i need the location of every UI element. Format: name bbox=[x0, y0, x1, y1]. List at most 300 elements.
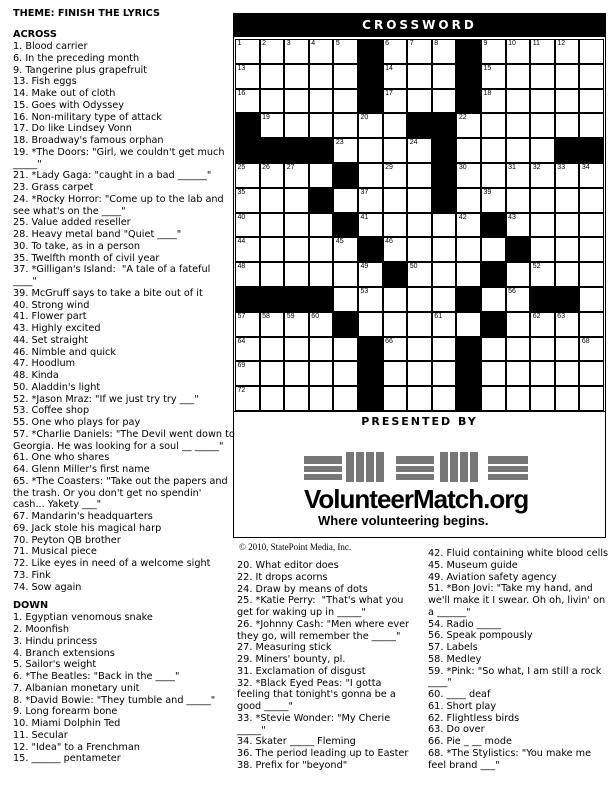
grid-block bbox=[309, 188, 334, 213]
grid-cell[interactable] bbox=[358, 213, 383, 238]
clue: 26. *Johnny Cash: "Men where ever they go, will remember the _____" bbox=[237, 618, 413, 642]
grid-cell[interactable] bbox=[579, 386, 604, 411]
grid-cell[interactable] bbox=[284, 163, 309, 188]
clue: 67. Mandarin's headquarters bbox=[13, 511, 153, 522]
clue: 60. ____ deaf bbox=[428, 689, 491, 700]
grid-cell[interactable] bbox=[260, 213, 285, 238]
grid-number: 30 bbox=[458, 164, 467, 171]
grid-number: 12 bbox=[557, 40, 566, 47]
grid-block bbox=[284, 138, 309, 163]
grid-cell[interactable] bbox=[530, 64, 555, 89]
clue: 17. Do like Lindsey Vonn bbox=[13, 123, 132, 135]
grid-cell[interactable] bbox=[407, 262, 432, 287]
grid-cell[interactable] bbox=[579, 337, 604, 362]
grid-cell[interactable] bbox=[260, 188, 285, 213]
grid-cell[interactable] bbox=[407, 237, 432, 262]
grid-cell[interactable] bbox=[481, 89, 506, 114]
grid-cell[interactable] bbox=[456, 312, 481, 337]
clue: 1. Egyptian venomous snake bbox=[13, 612, 153, 624]
grid-cell[interactable] bbox=[358, 262, 383, 287]
clue: 45. Museum guide bbox=[428, 559, 518, 571]
grid-cell[interactable] bbox=[333, 113, 358, 138]
grid-cell[interactable] bbox=[530, 262, 555, 287]
grid-cell[interactable] bbox=[333, 262, 358, 287]
grid-cell[interactable] bbox=[506, 337, 531, 362]
grid-cell[interactable] bbox=[407, 163, 432, 188]
grid-cell[interactable] bbox=[333, 138, 358, 163]
grid-number: 29 bbox=[385, 164, 393, 171]
grid-cell[interactable] bbox=[530, 361, 555, 386]
grid-block bbox=[432, 138, 457, 163]
grid-cell[interactable] bbox=[333, 287, 358, 312]
grid-cell[interactable] bbox=[579, 262, 604, 287]
grid-cell[interactable] bbox=[235, 188, 260, 213]
grid-cell[interactable] bbox=[235, 312, 260, 337]
grid-block bbox=[407, 113, 432, 138]
clue: 51. *Bon Jovi: "Take my hand, and we'll make it I swear. Oh oh, livin' on a ______" bbox=[428, 583, 609, 618]
grid-number: 64 bbox=[237, 337, 246, 345]
grid-cell[interactable] bbox=[456, 188, 481, 213]
grid-cell[interactable] bbox=[579, 188, 604, 213]
grid-cell[interactable] bbox=[260, 89, 285, 114]
grid-number: 24 bbox=[409, 139, 418, 147]
clue: 59. *Pink: "So what, I am still a rock ____" bbox=[428, 665, 605, 689]
grid-cell[interactable] bbox=[333, 337, 358, 362]
grid-cell[interactable] bbox=[235, 337, 260, 362]
grid-cell[interactable] bbox=[579, 89, 604, 114]
grid-cell[interactable] bbox=[383, 237, 408, 262]
grid-cell[interactable] bbox=[235, 39, 260, 64]
grid-block bbox=[481, 262, 506, 287]
clue: 22. It drops acorns bbox=[237, 571, 328, 583]
grid-cell[interactable] bbox=[284, 89, 309, 114]
grid-cell[interactable] bbox=[506, 188, 531, 213]
grid-cell[interactable] bbox=[506, 361, 531, 386]
grid-number: 66 bbox=[385, 337, 393, 345]
clue: 50. Aladdin's light bbox=[13, 381, 101, 393]
grid-cell[interactable] bbox=[260, 163, 285, 188]
grid-cell[interactable] bbox=[260, 386, 285, 411]
grid-cell[interactable] bbox=[555, 89, 580, 114]
clue: 61. Short play bbox=[428, 700, 497, 712]
clue: 3. Hindu princess bbox=[13, 635, 98, 647]
grid-cell[interactable] bbox=[579, 312, 604, 337]
clue: 70. Peyton QB brother bbox=[13, 534, 121, 546]
clue: 30. To take, as in a person bbox=[13, 240, 141, 252]
grid-cell[interactable] bbox=[358, 312, 383, 337]
grid-block bbox=[481, 312, 506, 337]
grid-cell[interactable] bbox=[579, 213, 604, 238]
grid-cell[interactable] bbox=[432, 287, 457, 312]
grid-cell[interactable] bbox=[333, 361, 358, 386]
clue: 19. *The Doors: "Girl, we couldn't get much _____" bbox=[13, 146, 228, 170]
grid-cell[interactable] bbox=[481, 386, 506, 411]
grid-cell[interactable] bbox=[309, 262, 334, 287]
grid-cell[interactable] bbox=[358, 138, 383, 163]
grid-cell[interactable] bbox=[407, 64, 432, 89]
grid-block bbox=[456, 361, 481, 386]
grid-cell[interactable] bbox=[284, 337, 309, 362]
clue: 20. What editor does bbox=[237, 560, 339, 571]
grid-cell[interactable] bbox=[481, 337, 506, 362]
clue: 29. Miners' bounty, pl. bbox=[237, 654, 346, 665]
grid-cell[interactable] bbox=[235, 237, 260, 262]
grid-cell[interactable] bbox=[383, 287, 408, 312]
grid-cell[interactable] bbox=[309, 361, 334, 386]
grid-cell[interactable] bbox=[284, 386, 309, 411]
grid-number: 35 bbox=[237, 188, 246, 196]
grid-cell[interactable] bbox=[333, 64, 358, 89]
grid-cell[interactable] bbox=[383, 89, 408, 114]
clue: 21. *Lady Gaga: "caught in a bad ______" bbox=[13, 170, 212, 182]
clue: 9. Tangerine plus grapefruit bbox=[13, 64, 147, 76]
grid-cell[interactable] bbox=[383, 337, 408, 362]
grid-cell[interactable] bbox=[432, 312, 457, 337]
grid-cell[interactable] bbox=[383, 113, 408, 138]
grid-cell[interactable] bbox=[555, 312, 580, 337]
grid-cell[interactable] bbox=[383, 361, 408, 386]
grid-cell[interactable] bbox=[260, 361, 285, 386]
grid-cell[interactable] bbox=[309, 163, 334, 188]
grid-number: 15 bbox=[483, 64, 492, 72]
grid-block bbox=[456, 89, 481, 114]
grid-cell[interactable] bbox=[506, 39, 531, 64]
clue: 71. Musical piece bbox=[13, 546, 97, 558]
grid-cell[interactable] bbox=[432, 237, 457, 262]
grid-cell[interactable] bbox=[284, 312, 309, 337]
grid-number: 3 bbox=[286, 40, 291, 47]
grid-block bbox=[235, 138, 260, 163]
clue: 8. *David Bowie: "They tumble and _____" bbox=[13, 694, 216, 706]
grid-cell[interactable] bbox=[530, 138, 555, 163]
grid-number: 11 bbox=[532, 40, 540, 47]
grid-cell[interactable] bbox=[530, 312, 555, 337]
grid-number: 58 bbox=[262, 312, 270, 320]
grid-cell[interactable] bbox=[284, 188, 309, 213]
grid-cell[interactable] bbox=[407, 188, 432, 213]
grid-number: 49 bbox=[360, 263, 369, 271]
grid-number: 4 bbox=[311, 40, 316, 47]
grid-cell[interactable] bbox=[358, 188, 383, 213]
grid-number: 32 bbox=[532, 164, 541, 171]
puzzle-theme: THEME: FINISH THE LYRICS bbox=[13, 8, 160, 19]
grid-block bbox=[333, 163, 358, 188]
grid-cell[interactable] bbox=[579, 237, 604, 262]
crossword-panel bbox=[233, 13, 606, 412]
grid-cell[interactable] bbox=[530, 237, 555, 262]
grid-cell[interactable] bbox=[309, 89, 334, 114]
grid-cell[interactable] bbox=[333, 386, 358, 411]
grid-cell[interactable] bbox=[260, 262, 285, 287]
grid-cell[interactable] bbox=[260, 64, 285, 89]
grid-cell[interactable] bbox=[481, 138, 506, 163]
grid-cell[interactable] bbox=[555, 113, 580, 138]
clue: 57. *Charlie Daniels: "The Devil went down to Georgia. He was looking for a soul __ _____" bbox=[13, 428, 238, 452]
grid-cell[interactable] bbox=[506, 64, 531, 89]
grid-number: 39 bbox=[483, 188, 492, 196]
grid-cell[interactable] bbox=[555, 188, 580, 213]
grid-cell[interactable] bbox=[432, 386, 457, 411]
grid-cell[interactable] bbox=[284, 361, 309, 386]
grid-cell[interactable] bbox=[506, 163, 531, 188]
grid-cell[interactable] bbox=[530, 386, 555, 411]
grid-cell[interactable] bbox=[481, 361, 506, 386]
grid-cell[interactable] bbox=[481, 39, 506, 64]
clue: 4. Branch extensions bbox=[13, 647, 115, 659]
clue: 10. Miami Dolphin Ted bbox=[13, 718, 121, 729]
grid-cell[interactable] bbox=[309, 312, 334, 337]
grid-cell[interactable] bbox=[530, 188, 555, 213]
grid-cell[interactable] bbox=[579, 64, 604, 89]
grid-cell[interactable] bbox=[456, 163, 481, 188]
grid-cell[interactable] bbox=[235, 361, 260, 386]
grid-cell[interactable] bbox=[579, 287, 604, 312]
grid-cell[interactable] bbox=[358, 287, 383, 312]
grid-cell[interactable] bbox=[309, 64, 334, 89]
grid-cell[interactable] bbox=[579, 39, 604, 64]
grid-number: 7 bbox=[409, 40, 414, 47]
grid-cell[interactable] bbox=[407, 39, 432, 64]
grid-cell[interactable] bbox=[555, 386, 580, 411]
grid-cell[interactable] bbox=[407, 361, 432, 386]
grid-number: 68 bbox=[581, 337, 590, 345]
grid-cell[interactable] bbox=[579, 113, 604, 138]
grid-cell[interactable] bbox=[555, 361, 580, 386]
grid-cell[interactable] bbox=[555, 262, 580, 287]
grid-number: 2 bbox=[262, 40, 266, 47]
clue: 61. One who shares bbox=[13, 452, 110, 464]
grid-cell[interactable] bbox=[432, 64, 457, 89]
grid-cell[interactable] bbox=[555, 163, 580, 188]
grid-cell[interactable] bbox=[481, 188, 506, 213]
grid-cell[interactable] bbox=[555, 64, 580, 89]
grid-cell[interactable] bbox=[284, 237, 309, 262]
grid-number: 52 bbox=[532, 263, 541, 271]
grid-cell[interactable] bbox=[309, 213, 334, 238]
across-heading: ACROSS bbox=[13, 29, 57, 40]
grid-cell[interactable] bbox=[407, 138, 432, 163]
clue: 11. Secular bbox=[13, 729, 68, 741]
grid-cell[interactable] bbox=[506, 113, 531, 138]
grid-cell[interactable] bbox=[235, 262, 260, 287]
grid-cell[interactable] bbox=[260, 312, 285, 337]
grid-cell[interactable] bbox=[506, 287, 531, 312]
grid-block bbox=[358, 337, 383, 362]
grid-block bbox=[530, 287, 555, 312]
clue: 41. Flower part bbox=[13, 311, 87, 323]
grid-number: 63 bbox=[557, 312, 566, 320]
grid-cell[interactable] bbox=[333, 237, 358, 262]
grid-cell[interactable] bbox=[481, 237, 506, 262]
grid-cell[interactable] bbox=[284, 113, 309, 138]
grid-cell[interactable] bbox=[260, 39, 285, 64]
clue: 66. Pie _ __ mode bbox=[428, 736, 513, 747]
grid-cell[interactable] bbox=[506, 213, 531, 238]
clue: 73. Fink bbox=[13, 569, 51, 581]
clue: 62. Flightless birds bbox=[428, 712, 520, 724]
grid-cell[interactable] bbox=[383, 138, 408, 163]
grid-cell[interactable] bbox=[506, 262, 531, 287]
clue: 48. Kinda bbox=[13, 370, 59, 381]
grid-cell[interactable] bbox=[284, 213, 309, 238]
clue: 24. Draw by means of dots bbox=[237, 583, 368, 595]
clue: 2. Moonfish bbox=[13, 624, 69, 635]
clue: 27. Measuring stick bbox=[237, 642, 332, 654]
grid-block bbox=[456, 386, 481, 411]
clue: 24. *Rocky Horror: "Come up to the lab and see what's on the ____" bbox=[13, 193, 227, 217]
grid-cell[interactable] bbox=[530, 337, 555, 362]
grid-block bbox=[456, 64, 481, 89]
grid-cell[interactable] bbox=[358, 113, 383, 138]
grid-number: 62 bbox=[532, 312, 541, 320]
grid-cell[interactable] bbox=[383, 312, 408, 337]
clue: 43. Highly excited bbox=[13, 323, 101, 334]
clue: 15. Goes with Odyssey bbox=[13, 99, 124, 111]
grid-cell[interactable] bbox=[235, 64, 260, 89]
grid-cell[interactable] bbox=[530, 213, 555, 238]
grid-cell[interactable] bbox=[481, 113, 506, 138]
clue: 14. Make out of cloth bbox=[13, 88, 116, 99]
down-clue-list-part2 bbox=[237, 560, 415, 772]
grid-cell[interactable] bbox=[481, 64, 506, 89]
grid-cell[interactable] bbox=[309, 337, 334, 362]
grid-number: 20 bbox=[360, 114, 369, 122]
clue: 55. One who plays for pay bbox=[13, 417, 141, 428]
grid-cell[interactable] bbox=[555, 39, 580, 64]
grid-cell[interactable] bbox=[235, 89, 260, 114]
grid-cell[interactable] bbox=[432, 89, 457, 114]
grid-cell[interactable] bbox=[235, 213, 260, 238]
grid-number: 9 bbox=[483, 40, 488, 47]
grid-cell[interactable] bbox=[530, 89, 555, 114]
grid-cell[interactable] bbox=[260, 113, 285, 138]
clue: 6. In the preceding month bbox=[13, 52, 140, 64]
grid-number: 17 bbox=[385, 89, 393, 97]
grid-cell[interactable] bbox=[506, 312, 531, 337]
grid-cell[interactable] bbox=[432, 213, 457, 238]
grid-number: 8 bbox=[434, 40, 439, 47]
grid-block bbox=[506, 237, 531, 262]
grid-cell[interactable] bbox=[235, 386, 260, 411]
down-clue-list-part1 bbox=[13, 612, 235, 765]
clue: 15. ______ pentameter bbox=[13, 753, 121, 765]
grid-cell[interactable] bbox=[284, 39, 309, 64]
grid-cell[interactable] bbox=[555, 337, 580, 362]
down-heading: DOWN bbox=[13, 600, 49, 612]
grid-cell[interactable] bbox=[407, 213, 432, 238]
grid-block bbox=[333, 312, 358, 337]
grid-cell[interactable] bbox=[432, 361, 457, 386]
clue: 38. Prefix for "beyond" bbox=[237, 759, 348, 771]
grid-cell[interactable] bbox=[530, 113, 555, 138]
grid-cell[interactable] bbox=[284, 262, 309, 287]
grid-cell[interactable] bbox=[333, 89, 358, 114]
grid-cell[interactable] bbox=[506, 89, 531, 114]
grid-number: 23 bbox=[335, 139, 344, 147]
grid-cell[interactable] bbox=[530, 39, 555, 64]
grid-number: 37 bbox=[360, 188, 369, 196]
grid-block bbox=[358, 386, 383, 411]
sponsor-logo-text: VolunteerMatch.org bbox=[304, 484, 529, 514]
grid-cell[interactable] bbox=[407, 337, 432, 362]
grid-cell[interactable] bbox=[481, 163, 506, 188]
grid-cell[interactable] bbox=[456, 113, 481, 138]
grid-cell[interactable] bbox=[432, 262, 457, 287]
grid-cell[interactable] bbox=[260, 237, 285, 262]
down-clue-list-part3 bbox=[428, 548, 610, 771]
grid-cell[interactable] bbox=[235, 163, 260, 188]
clue: 33. *Stevie Wonder: "My Cherie _____" bbox=[237, 712, 394, 736]
grid-block bbox=[358, 39, 383, 64]
grid-cell[interactable] bbox=[407, 287, 432, 312]
grid-cell[interactable] bbox=[407, 89, 432, 114]
grid-cell[interactable] bbox=[579, 163, 604, 188]
grid-cell[interactable] bbox=[407, 386, 432, 411]
clue: 5. Sailor's weight bbox=[13, 659, 97, 671]
clue: 1. Blood carrier bbox=[13, 41, 88, 52]
grid-cell[interactable] bbox=[333, 188, 358, 213]
grid-cell[interactable] bbox=[456, 138, 481, 163]
grid-cell[interactable] bbox=[530, 163, 555, 188]
grid-number: 19 bbox=[262, 114, 270, 122]
grid-cell[interactable] bbox=[456, 213, 481, 238]
grid-cell[interactable] bbox=[432, 39, 457, 64]
grid-block bbox=[358, 361, 383, 386]
sponsor-panel bbox=[233, 412, 606, 538]
grid-block bbox=[309, 138, 334, 163]
clue: 7. Albanian monetary unit bbox=[13, 682, 140, 694]
grid-block bbox=[284, 287, 309, 312]
grid-number: 16 bbox=[237, 89, 246, 97]
grid-cell[interactable] bbox=[309, 39, 334, 64]
grid-cell[interactable] bbox=[284, 64, 309, 89]
grid-cell[interactable] bbox=[383, 188, 408, 213]
grid-block bbox=[432, 113, 457, 138]
grid-cell[interactable] bbox=[579, 361, 604, 386]
grid-cell[interactable] bbox=[309, 113, 334, 138]
sponsor-tagline: Where volunteering begins. bbox=[318, 513, 489, 528]
grid-cell[interactable] bbox=[456, 237, 481, 262]
grid-cell[interactable] bbox=[407, 312, 432, 337]
grid-block bbox=[309, 287, 334, 312]
grid-cell[interactable] bbox=[260, 337, 285, 362]
grid-cell[interactable] bbox=[383, 213, 408, 238]
grid-number: 60 bbox=[311, 312, 320, 320]
grid-cell[interactable] bbox=[333, 39, 358, 64]
grid-cell[interactable] bbox=[383, 163, 408, 188]
grid-cell[interactable] bbox=[383, 39, 408, 64]
grid-cell[interactable] bbox=[358, 163, 383, 188]
grid-cell[interactable] bbox=[309, 386, 334, 411]
grid-block bbox=[358, 89, 383, 114]
grid-number: 18 bbox=[483, 89, 492, 97]
grid-cell[interactable] bbox=[481, 287, 506, 312]
grid-cell[interactable] bbox=[383, 386, 408, 411]
grid-cell[interactable] bbox=[555, 213, 580, 238]
grid-cell[interactable] bbox=[309, 237, 334, 262]
grid-number: 1 bbox=[237, 40, 242, 47]
grid-cell[interactable] bbox=[432, 337, 457, 362]
grid-cell[interactable] bbox=[456, 262, 481, 287]
grid-cell[interactable] bbox=[506, 138, 531, 163]
grid-number: 6 bbox=[385, 40, 389, 47]
clue: 54. Radio _____ bbox=[428, 618, 502, 630]
clue: 69. Jack stole his magical harp bbox=[13, 522, 162, 534]
grid-cell[interactable] bbox=[383, 64, 408, 89]
grid-cell[interactable] bbox=[555, 237, 580, 262]
grid-cell[interactable] bbox=[506, 386, 531, 411]
hands-logo-icon bbox=[304, 452, 534, 484]
